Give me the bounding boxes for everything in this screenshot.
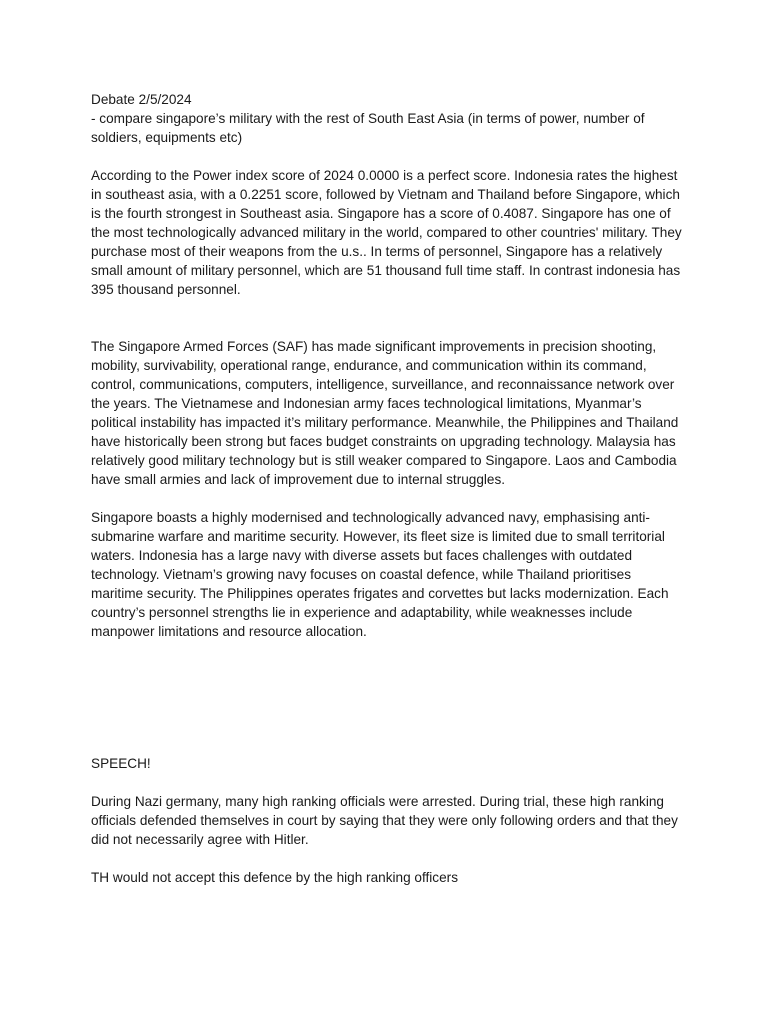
debate-prompt: - compare singapore’s military with the rest of South East Asia (in terms of power, number of soldiers, equipments etc) bbox=[91, 111, 645, 145]
debate-motion: TH would not accept this defence by the high ranking officers bbox=[91, 870, 458, 885]
paragraph-power-index: According to the Power index score of 2024 0.0000 is a perfect score. Indonesia rates the highest in southeast asia, with a 0.2251 score, followed by Vietnam and Thailand before Singapore, which is the fourth strongest in Southeast asia. Singapore has a score of 0.4087. Singapore has one of the most technologically advanced military in the world, compared to other countries' military. They purchase most of their weapons from the u.s.. In terms of personnel, Singapore has a relatively small amount of military personnel, which are 51 thousand full time staff. In contrast indonesia has 395 thousand personnel. bbox=[91, 168, 682, 297]
spacer bbox=[91, 147, 683, 166]
document-body bbox=[91, 90, 683, 887]
spacer bbox=[91, 299, 683, 337]
paragraph-saf-improvements: The Singapore Armed Forces (SAF) has made significant improvements in precision shooting, mobility, survivability, operational range, endurance, and communication within its command, control, communications, computers, intelligence, surveillance, and reconnaissance network over the years. The Vietnamese and Indonesian army faces technological limitations, Myanmar’s political instability has impacted it’s military performance. Meanwhile, the Philippines and Thailand have historically been strong but faces budget constraints on upgrading technology. Malaysia has relatively good military technology but is still weaker compared to Singapore. Laos and Cambodia have small armies and lack of improvement due to internal struggles. bbox=[91, 339, 679, 487]
paragraph-navy: Singapore boasts a highly modernised and technologically advanced navy, emphasising anti-submarine warfare and maritime security. However, its fleet size is limited due to small territorial waters. Indonesia has a large navy with diverse assets but faces challenges with outdated technology. Vietnam’s growing navy focuses on coastal defence, while Thailand prioritises maritime security. The Philippines operates frigates and corvettes but lacks modernization. Each country’s personnel strengths lie in experience and adaptability, while weaknesses include manpower limitations and resource allocation. bbox=[91, 510, 669, 639]
document-title: Debate 2/5/2024 bbox=[91, 92, 192, 107]
spacer bbox=[91, 849, 683, 868]
speech-heading: SPEECH! bbox=[91, 756, 151, 771]
spacer bbox=[91, 489, 683, 508]
spacer bbox=[91, 773, 683, 792]
spacer bbox=[91, 641, 683, 754]
speech-paragraph: During Nazi germany, many high ranking officials were arrested. During trial, these high ranking officials defended themselves in court by saying that they were only following orders and that they did not necessarily agree with Hitler. bbox=[91, 794, 678, 847]
